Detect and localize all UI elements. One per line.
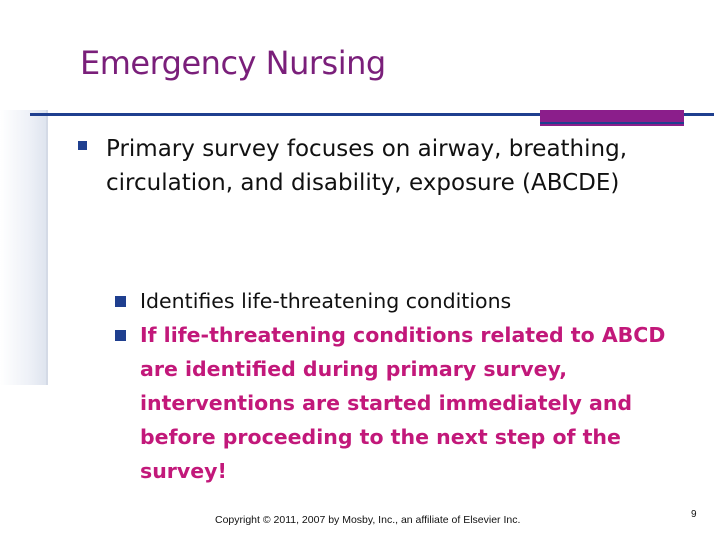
sub-bullet-text: Identifies life-threatening conditions: [140, 289, 512, 313]
main-bullet-text: Primary survey focuses on airway, breathing, circulation, and disability, exposure (ABCDE): [106, 136, 628, 196]
sub-bullet-item: [112, 284, 672, 318]
sub-bullet-item: [112, 318, 672, 488]
copyright-footer: Copyright © 2011, 2007 by Mosby, Inc., an affiliate of Elsevier Inc.: [215, 514, 521, 526]
title-accent-underline: [540, 122, 684, 124]
square-bullet-icon: [78, 141, 87, 150]
main-bullet: [78, 132, 638, 200]
square-bullet-icon: [115, 296, 126, 307]
sub-bullet-list: [112, 284, 672, 488]
square-bullet-icon: [115, 330, 126, 341]
page-number: 9: [691, 509, 697, 520]
slide-title: Emergency Nursing: [80, 44, 386, 82]
left-decorative-stripe: [0, 110, 48, 385]
sub-bullet-emphasis-text: If life-threatening conditions related to ABCD are identified during primary survey, interventions are started immediately and before proceeding to the next step of the survey!: [140, 323, 666, 483]
